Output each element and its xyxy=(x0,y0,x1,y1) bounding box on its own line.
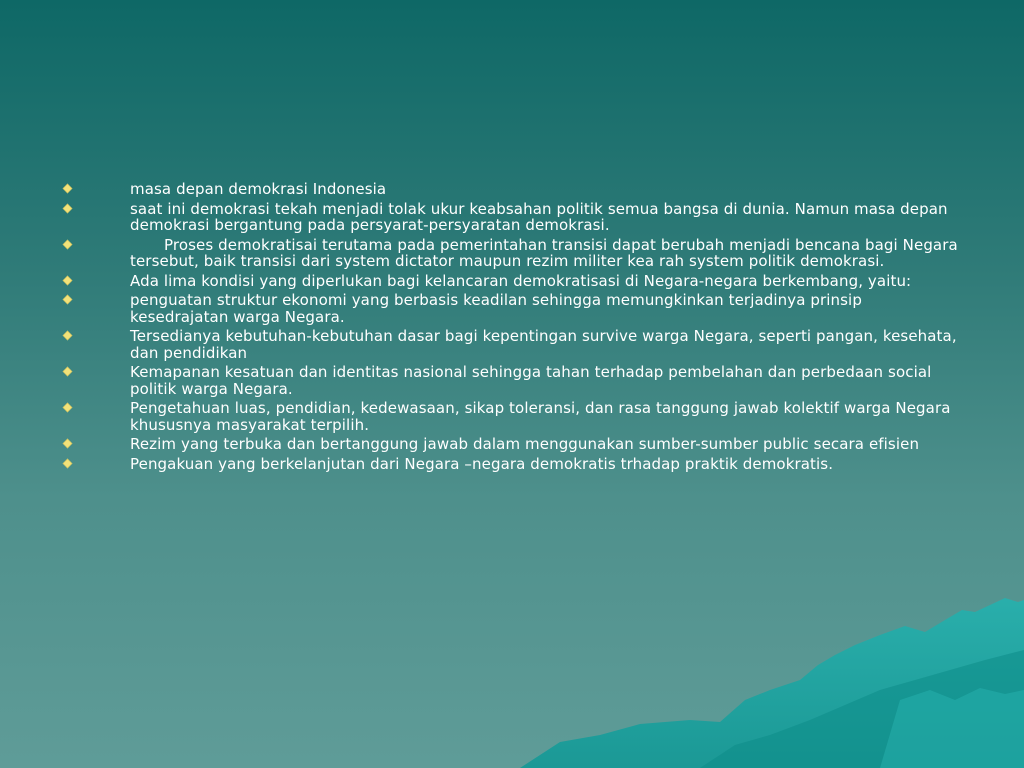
diamond-bullet-icon xyxy=(63,184,73,194)
list-item xyxy=(58,328,963,361)
diamond-bullet-icon xyxy=(63,439,73,449)
diamond-bullet-icon xyxy=(63,458,73,468)
list-item-text: Kemapanan kesatuan dan identitas nasional sehingga tahan terhadap pembelahan dan perbedaan social politik warga Negara. xyxy=(130,363,932,398)
diamond-bullet-icon xyxy=(63,203,73,213)
list-item-text: Pengetahuan luas, pendidian, kedewasaan, sikap toleransi, dan rasa tanggung jawab kolektif warga Negara khususnya masyarakat terpilih. xyxy=(130,399,951,434)
list-item xyxy=(58,237,963,270)
list-item-text: Rezim yang terbuka dan bertanggung jawab dalam menggunakan sumber-sumber public secara efisien xyxy=(130,435,920,453)
diamond-bullet-icon xyxy=(63,295,73,305)
list-item xyxy=(58,292,963,325)
diamond-bullet-icon xyxy=(63,403,73,413)
list-item-text: penguatan struktur ekonomi yang berbasis keadilan sehingga memungkinkan terjadinya prinsip kesedrajatan warga Negara. xyxy=(130,291,862,326)
list-item-text: Pengakuan yang berkelanjutan dari Negara –negara demokratis trhadap praktik demokratis. xyxy=(130,454,834,473)
list-item xyxy=(58,181,963,198)
list-item-text: masa depan demokrasi Indonesia xyxy=(130,180,387,198)
diamond-bullet-icon xyxy=(63,239,73,249)
list-item-text: Tersedianya kebutuhan-kebutuhan dasar bagi kepentingan survive warga Negara, seperti pangan, kesehata, dan pendidikan xyxy=(130,327,957,362)
list-item xyxy=(58,364,963,397)
list-item xyxy=(58,201,963,234)
slide-content xyxy=(58,181,963,475)
diamond-bullet-icon xyxy=(63,275,73,285)
list-item xyxy=(58,273,963,290)
list-item xyxy=(58,436,963,453)
list-item xyxy=(58,456,963,473)
list-item xyxy=(58,400,963,433)
bullet-list xyxy=(58,181,963,472)
list-item-text: Ada lima kondisi yang diperlukan bagi kelancaran demokratisasi di Negara-negara berkembang, yaitu: xyxy=(130,271,912,290)
diamond-bullet-icon xyxy=(63,367,73,377)
diamond-bullet-icon xyxy=(63,331,73,341)
list-item-text: saat ini demokrasi tekah menjadi tolak ukur keabsahan politik semua bangsa di dunia. Namun masa depan demokrasi bergantung pada persyarat-persyaratan demokrasi. xyxy=(130,199,948,234)
list-item-text: Proses demokratisai terutama pada pemerintahan transisi dapat berubah menjadi bencana bagi Negara tersebut, baik transisi dari system dictator maupun rezim militer kea rah system politik demokrasi. xyxy=(130,235,958,270)
